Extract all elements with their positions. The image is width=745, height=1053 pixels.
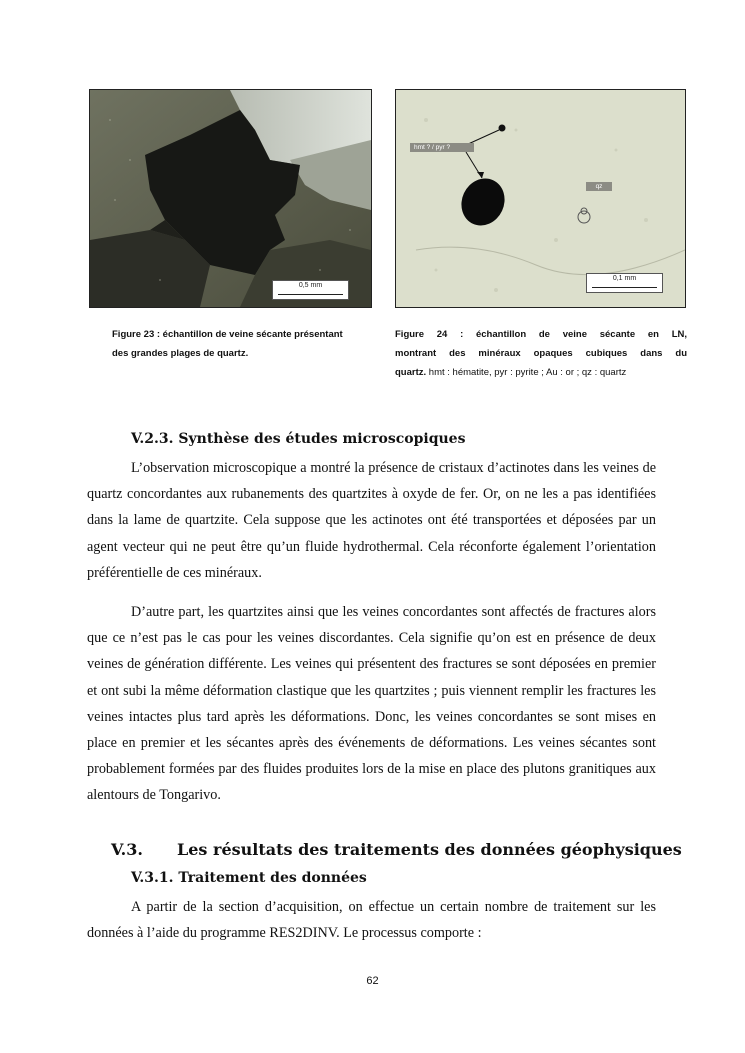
annotation-hmt-pyr: hmt ? / pyr ? <box>410 143 474 152</box>
section-number-v3: V.3. <box>111 840 143 859</box>
section-title-v3 <box>111 840 682 859</box>
figure-23-image <box>89 89 372 308</box>
page-number: 62 <box>366 975 379 987</box>
figure-23-micrograph <box>90 90 371 307</box>
figure-24-caption <box>395 325 687 382</box>
figure-24-image <box>395 89 686 308</box>
section-title-v31: V.3.1. Traitement des données <box>131 870 367 886</box>
figure-24-caption-end: quartz. <box>395 367 427 378</box>
scale-label-fig24: 0,1 mm <box>612 275 637 282</box>
scale-bar-fig23 <box>272 280 349 300</box>
figure-23-caption: Figure 23 : échantillon de veine sécante présentant des grandes plages de quartz. <box>112 329 343 359</box>
figure-24-caption-line2: montrant des minéraux opaques cubiques dans du <box>395 348 687 359</box>
scale-bar-fig24 <box>586 273 663 293</box>
scale-label-fig23: 0,5 mm <box>298 282 323 289</box>
section-title-v3-text: Les résultats des traitements des données géophysiques <box>177 840 682 859</box>
paragraph-2: D’autre part, les quartzites ainsi que les veines concordantes sont affectés de fractures alors que ce n’est pas le cas pour les veines discordantes. Cela signifie qu’on est en présence de deux veines de génération différente. Les veines qui présentent des fractures se sont déposées en premier et ont subi la même déformation clastique que les quartzites ; puis viennent remplir les fractures les veines intactes plus tard après les déformations. Donc, les veines concordantes se sont mises en place en premier et les sécantes après des événements de déformations. Les veines sécantes sont probablement formées par des fluides produites lors de la mise en place des plutons granitiques aux alentours de Tongarivo. <box>87 604 656 804</box>
paragraph-3: A partir de la section d’acquisition, on effectue un certain nombre de traitement sur les données à l’aide du programme RES2DINV. Le processus comporte : <box>87 899 656 942</box>
annotation-qz: qz <box>586 182 612 191</box>
section-title-v23: V.2.3. Synthèse des études microscopiques <box>131 431 466 447</box>
paragraph-1: L’observation microscopique a montré la présence de cristaux d’actinotes dans les veines de quartz concordantes aux rubanements des quartzites à oxyde de fer. Or, on ne les a pas identifiées dans la lame de quartzite. Cela suppose que les actinotes ont été transportées et déposées par un agent vecteur qui ne peut être qu’un fluide hydrothermal. Cela réconforte également l’orientation préférentielle de ces minéraux. <box>87 460 656 581</box>
figure-24-caption-legend: hmt : hématite, pyr : pyrite ; Au : or ; qz : quartz <box>428 367 627 378</box>
figure-24-caption-line1: Figure 24 : échantillon de veine sécante en LN, <box>395 329 687 340</box>
